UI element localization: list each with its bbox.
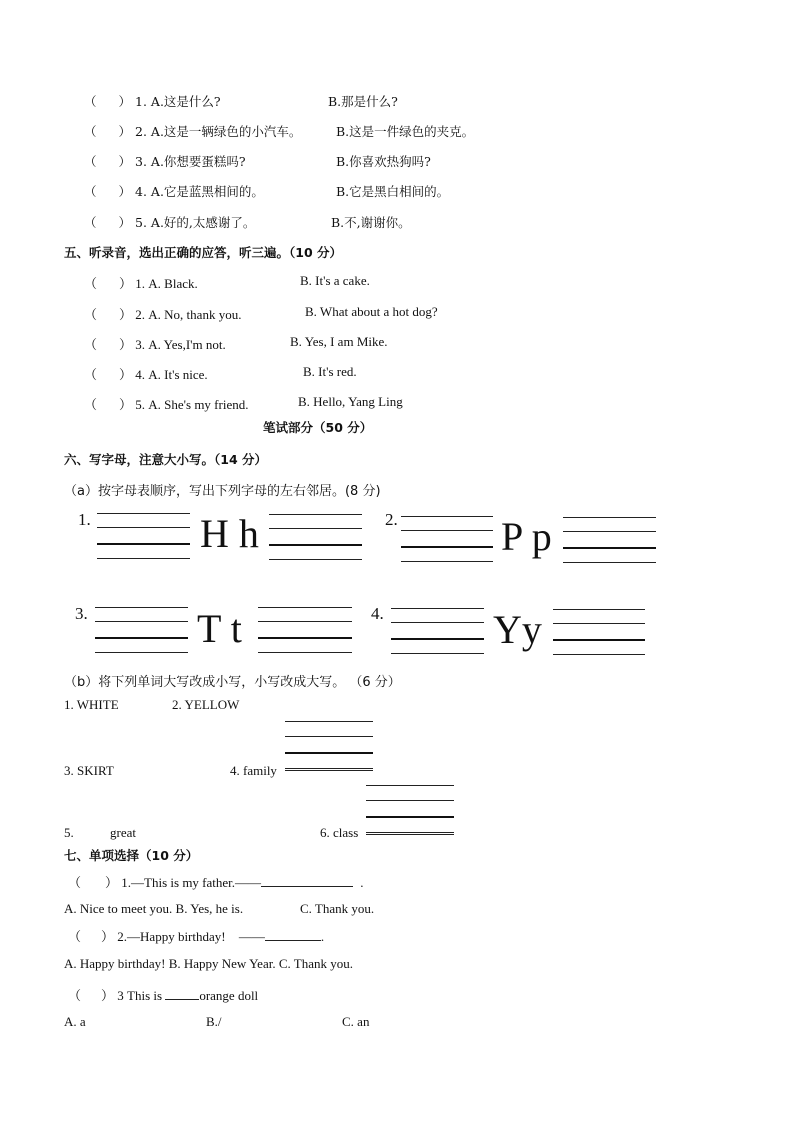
- answer-bracket[interactable]: （ ）: [84, 397, 133, 412]
- option-a: 3. A. Yes,I'm not.: [135, 337, 226, 352]
- question-3-option-c: C. an: [342, 1014, 370, 1029]
- letter-num-4: 4.: [371, 604, 384, 623]
- letter-num-3: 3.: [75, 604, 88, 623]
- letter-pair-1: H h: [200, 511, 259, 556]
- list-item: [84, 92, 221, 110]
- list-item: [84, 213, 255, 231]
- question-3-option-a: A. a: [64, 1014, 86, 1029]
- question-1: [68, 872, 364, 891]
- option-b: B.那是什么?: [328, 94, 398, 109]
- word-6: 6. class: [320, 825, 359, 840]
- answer-bracket[interactable]: （ ）: [84, 184, 132, 199]
- answer-bracket[interactable]: （ ）: [68, 929, 115, 944]
- question-2: [68, 926, 324, 945]
- option-a: 2. A. No, thank you.: [135, 307, 242, 322]
- letter-num-1: 1.: [78, 510, 91, 529]
- answer-blank[interactable]: [265, 940, 321, 941]
- section5-title: 五、听录音，选出正确的应答，听三遍。（10 分）: [64, 245, 342, 260]
- list-item: [84, 334, 226, 353]
- option-b: B. Hello, Yang Ling: [298, 394, 403, 409]
- answer-bracket[interactable]: （ ）: [68, 875, 119, 890]
- option-b: B. Yes, I am Mike.: [290, 334, 388, 349]
- option-b: B.不,谢谢你。: [331, 215, 411, 230]
- option-a: 4. A. It's nice.: [135, 367, 208, 382]
- option-a: 5. A.好的,太感谢了。: [135, 215, 256, 230]
- question-stem: 3 This is: [117, 988, 163, 1003]
- option-a: 1. A.这是什么?: [135, 94, 221, 109]
- question-3-option-b: B./: [206, 1014, 222, 1029]
- word-4-answer-line[interactable]: [285, 770, 373, 771]
- question-2-options: A. Happy birthday! B. Happy New Year. C. Thank you.: [64, 956, 353, 971]
- answer-bracket[interactable]: （ ）: [84, 94, 132, 109]
- letter-pair-3: T t: [197, 606, 242, 651]
- answer-bracket[interactable]: （ ）: [84, 215, 132, 230]
- list-item: [84, 394, 248, 413]
- option-b: B.这是一件绿色的夹克。: [336, 124, 475, 139]
- question-dash: ——: [238, 929, 265, 944]
- word-6-answer-line[interactable]: [366, 834, 454, 835]
- question-1-option-c: C. Thank you.: [300, 901, 375, 916]
- list-item: [84, 273, 198, 292]
- answer-blank[interactable]: [261, 886, 353, 887]
- answer-bracket[interactable]: （ ）: [84, 124, 132, 139]
- answer-bracket[interactable]: （ ）: [84, 307, 133, 322]
- option-a: 1. A. Black.: [135, 276, 198, 291]
- question-after: orange doll: [199, 988, 259, 1003]
- question-1-options: A. Nice to meet you. B. Yes, he is.: [64, 901, 244, 916]
- option-a: 4. A.它是蓝黑相间的。: [135, 184, 264, 199]
- answer-bracket[interactable]: （ ）: [68, 988, 115, 1003]
- letter-pair-4: Yy: [493, 607, 542, 652]
- question-stem: 1.—This is my father.——: [121, 875, 262, 890]
- list-item: [84, 182, 264, 200]
- word-1: 1. WHITE: [64, 697, 119, 712]
- section7-title: 七、单项选择（10 分）: [64, 848, 199, 863]
- list-item: [84, 364, 208, 383]
- section6-part-b: （b）将下列单词大写改成小写，小写改成大写。 （6 分）: [64, 675, 401, 690]
- option-a: 3. A.你想要蛋糕吗?: [135, 154, 246, 169]
- section6-part-a: （a）按字母表顺序，写出下列字母的左右邻居。(8 分): [64, 484, 381, 499]
- option-a: 5. A. She's my friend.: [135, 397, 249, 412]
- word-2: 2. YELLOW: [172, 697, 240, 712]
- letter-pair-2: P p: [501, 514, 552, 559]
- question-stem: 2.—Happy birthday!: [117, 929, 226, 944]
- option-b: B.你喜欢热狗吗?: [336, 154, 431, 169]
- answer-blank[interactable]: [165, 999, 199, 1000]
- word-4: 4. family: [230, 763, 277, 778]
- question-3: [68, 985, 258, 1004]
- option-b: B. What about a hot dog?: [305, 304, 438, 319]
- word-3: 3. SKIRT: [64, 763, 114, 778]
- option-a: 2. A.这是一辆绿色的小汽车。: [135, 124, 302, 139]
- list-item: [84, 152, 246, 170]
- question-end: .: [360, 875, 364, 890]
- option-b: B. It's a cake.: [300, 273, 370, 288]
- list-item: [84, 304, 241, 323]
- answer-bracket[interactable]: （ ）: [84, 367, 133, 382]
- written-part-heading: 笔试部分（50 分）: [263, 420, 373, 435]
- answer-bracket[interactable]: （ ）: [84, 337, 133, 352]
- answer-bracket[interactable]: （ ）: [84, 154, 132, 169]
- answer-bracket[interactable]: （ ）: [84, 276, 133, 291]
- section6-title: 六、写字母，注意大小写。（14 分）: [64, 452, 267, 467]
- question-end: .: [320, 929, 325, 944]
- word-5-number: 5.: [64, 825, 74, 840]
- option-b: B. It's red.: [303, 364, 357, 379]
- letter-num-2: 2.: [385, 510, 398, 529]
- option-b: B.它是黑白相间的。: [336, 184, 450, 199]
- word-5: great: [110, 825, 136, 840]
- list-item: [84, 122, 301, 140]
